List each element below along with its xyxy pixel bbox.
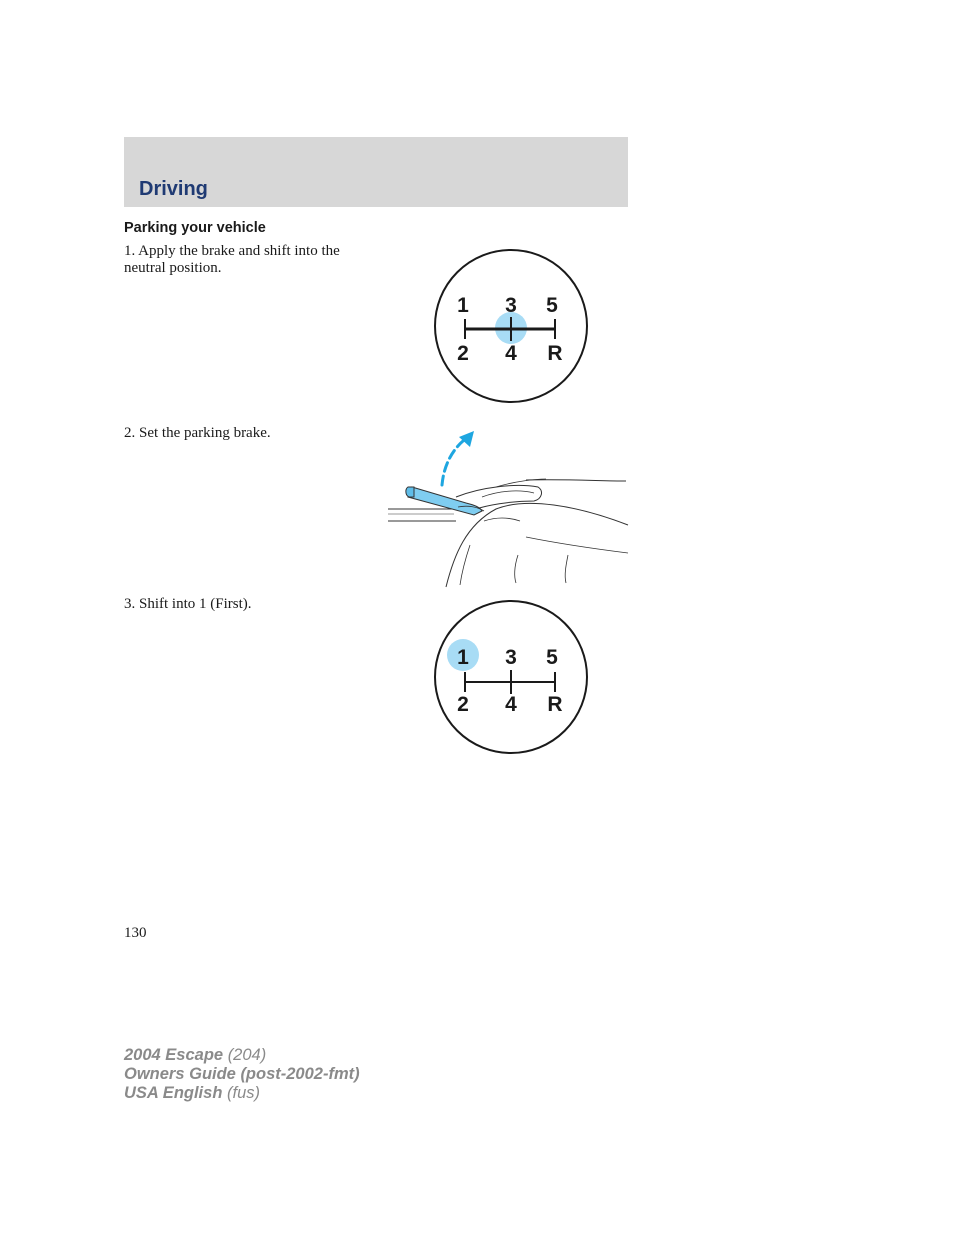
- gear-label-1: 1: [457, 294, 469, 317]
- section-title: Driving: [139, 178, 208, 200]
- footer-guide: Owners Guide (post-2002-fmt): [124, 1065, 360, 1083]
- footer-model-code: (204): [227, 1046, 267, 1064]
- gear-label-2: 2: [457, 342, 469, 365]
- brake-handle-button: [406, 487, 414, 497]
- gear-label-4: 4: [505, 693, 517, 716]
- console-top-line: [526, 480, 626, 481]
- step-3-text: 3. Shift into 1 (First).: [124, 596, 252, 612]
- footer-model: 2004 Escape: [124, 1046, 224, 1064]
- footer-line-3: [124, 1084, 360, 1103]
- seat-edge-inner: [460, 545, 470, 585]
- step-1-text: 1. Apply the brake and shift into the neutral position.: [124, 243, 340, 276]
- gear-label-r: R: [547, 342, 563, 365]
- gear-label-2: 2: [457, 693, 469, 716]
- seat-outline: [446, 503, 628, 587]
- footer-language-code: (fus): [227, 1084, 260, 1102]
- shift-pattern-neutral-figure: [432, 247, 590, 405]
- section-header-band: [124, 137, 628, 207]
- footer-line-1: [124, 1046, 360, 1065]
- gear-label-4: 4: [505, 342, 517, 365]
- page-number: 130: [124, 925, 147, 941]
- seat-seam: [526, 537, 628, 553]
- page-title: Parking your vehicle: [124, 220, 266, 236]
- seat-fold-right: [565, 555, 568, 583]
- seat-fold-left: [515, 555, 518, 583]
- gear-label-r: R: [547, 693, 563, 716]
- gear-label-1: 1: [457, 646, 469, 669]
- footer-language: USA English: [124, 1084, 223, 1102]
- step-2-text: 2. Set the parking brake.: [124, 425, 271, 441]
- parking-brake-figure: [386, 425, 630, 590]
- document-footer: [124, 1046, 360, 1103]
- shift-pattern-first-figure: [432, 598, 590, 756]
- footer-line-2: [124, 1065, 360, 1084]
- console-curve: [484, 518, 520, 521]
- gear-label-3: 3: [505, 294, 517, 317]
- gear-label-3: 3: [505, 646, 517, 669]
- lift-arrow-path: [442, 437, 468, 485]
- gear-label-5: 5: [546, 646, 558, 669]
- gear-label-5: 5: [546, 294, 558, 317]
